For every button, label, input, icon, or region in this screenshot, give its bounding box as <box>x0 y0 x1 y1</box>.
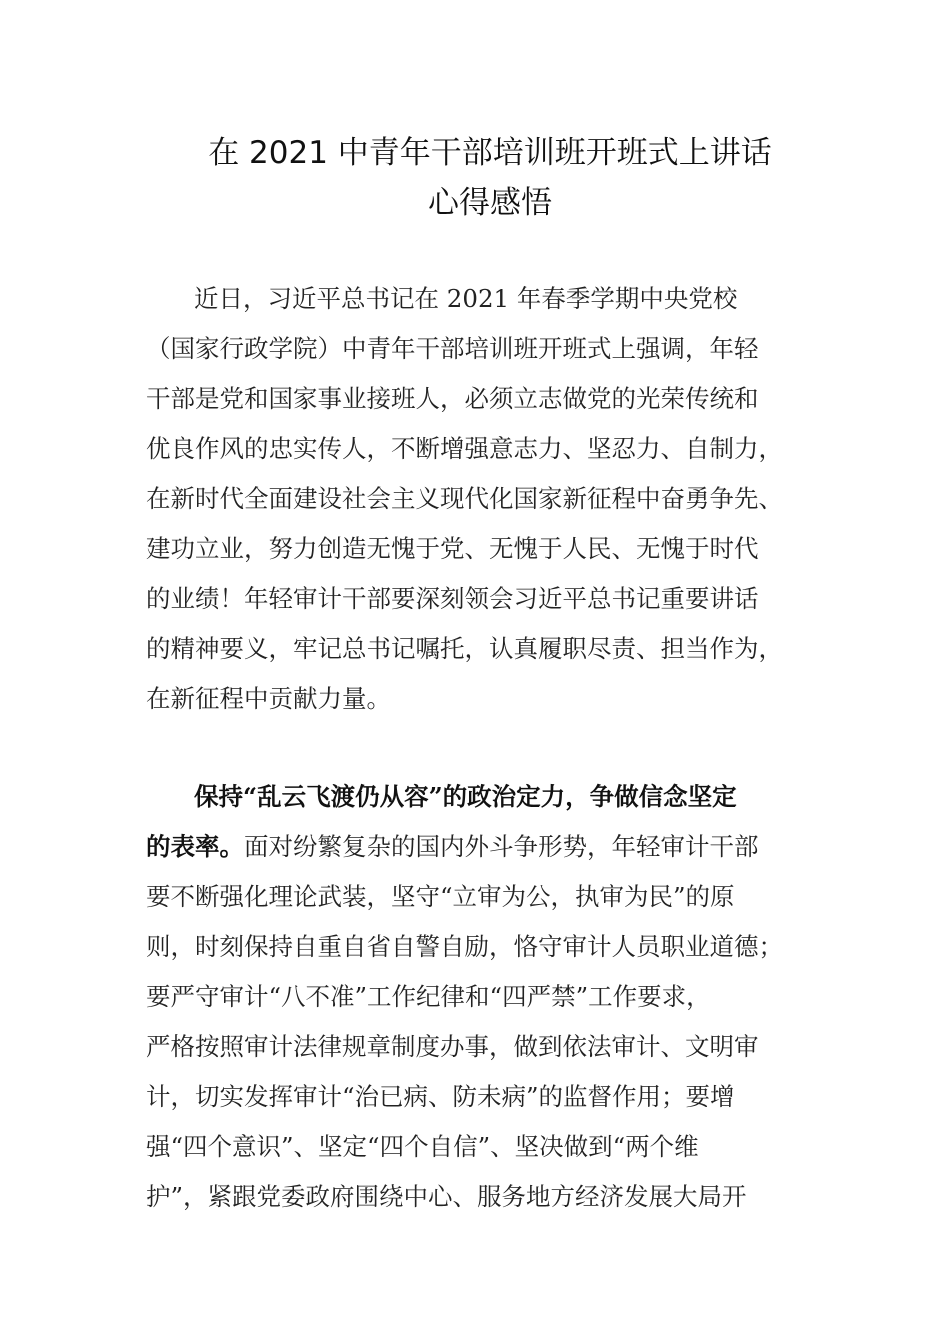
paragraph-2-line: 则，时刻保持自重自省自警自励，恪守审计人员职业道德； <box>146 932 783 961</box>
document-title-line-1: 在 2021 中青年干部培训班开班式上讲话 <box>208 135 772 171</box>
paragraph-1-line: 优良作风的忠实传人，不断增强意志力、坚忍力、自制力， <box>146 434 783 463</box>
paragraph-1-line: （国家行政学院）中青年干部培训班开班式上强调，年轻 <box>146 334 759 363</box>
paragraph-2-heading-end: 的表率。 <box>146 832 244 861</box>
paragraph-1-line: 干部是党和国家事业接班人，必须立志做党的光荣传统和 <box>146 384 759 413</box>
paragraph-1-line: 在新征程中贡献力量。 <box>146 684 391 713</box>
paragraph-1-line: 近日，习近平总书记在 2021 年春季学期中央党校 <box>194 284 738 313</box>
paragraph-1-line: 的精神要义，牢记总书记嘱托，认真履职尽责、担当作为， <box>146 634 783 663</box>
paragraph-2-line: 计，切实发挥审计“治已病、防未病”的监督作用；要增 <box>146 1082 735 1111</box>
paragraph-2-heading-line: 保持“乱云飞渡仍从容”的政治定力，争做信念坚定 <box>194 782 737 811</box>
paragraph-1-line: 在新时代全面建设社会主义现代化国家新征程中奋勇争先、 <box>146 484 783 513</box>
paragraph-2-line: 严格按照审计法律规章制度办事，做到依法审计、文明审 <box>146 1032 759 1061</box>
paragraph-1-line: 建功立业，努力创造无愧于党、无愧于人民、无愧于时代 <box>146 534 759 563</box>
document-title-line-2: 心得感悟 <box>428 185 552 221</box>
paragraph-2-line: 护”，紧跟党委政府围绕中心、服务地方经济发展大局开 <box>146 1182 747 1211</box>
paragraph-2-line: 强“四个意识”、坚定“四个自信”、坚决做到“两个维 <box>146 1132 699 1161</box>
paragraph-1-line: 的业绩！年轻审计干部要深刻领会习近平总书记重要讲话 <box>146 584 759 613</box>
paragraph-2-line: 要不断强化理论武装，坚守“立审为公，执审为民”的原 <box>146 882 735 911</box>
paragraph-2-line: 要严守审计“八不准”工作纪律和“四严禁”工作要求， <box>146 982 711 1011</box>
paragraph-2-line <box>146 822 759 872</box>
paragraph-2-line-text: 面对纷繁复杂的国内外斗争形势，年轻审计干部 <box>244 832 759 861</box>
